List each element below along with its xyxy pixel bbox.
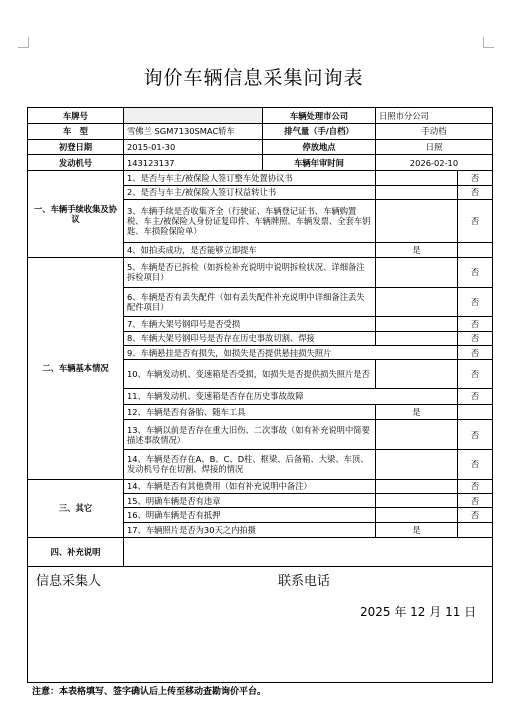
- supplement-row: [28, 537, 493, 567]
- question-5: 5、车辆是否已拆检（如拆检补充说明中说明拆检状况、详细备注拆检项目）: [124, 258, 376, 288]
- question-13: 13、车辆以前是否存在重大旧伤、二次事故（如有补充说明中简要描述事故情况）: [124, 420, 376, 450]
- question-7: 7、车辆大架号钢印号是否受损: [124, 317, 376, 331]
- question-15: 14、车辆是否有其他费用（如有补充说明中备注）: [124, 479, 376, 493]
- plate-label: 车牌号: [28, 108, 124, 124]
- question-row: [28, 258, 493, 288]
- handling-company-label: 车辆处理市公司: [263, 108, 376, 124]
- answer-no-13: 否: [458, 420, 493, 450]
- info-row-plate: [28, 108, 493, 124]
- inquiry-form-table: [27, 107, 493, 683]
- question-3: 3、车辆手续是否收集齐全（行驶证、车辆登记证书、车辆购置税、车主/被保险人身份证复印件、车辆牌照、车辆发票、全套车钥匙、车损险保险单）: [124, 199, 376, 242]
- first-reg-label: 初登日期: [28, 139, 124, 154]
- answer-no-15: 否: [458, 479, 493, 493]
- answer-yes-7: [376, 317, 458, 331]
- answer-yes-8: [376, 331, 458, 345]
- question-row: [28, 479, 493, 493]
- first-reg-value: 2015-01-30: [124, 139, 263, 154]
- info-row-engine: [28, 154, 493, 170]
- answer-no-12: [458, 405, 493, 420]
- section-other-label: 三、其它: [28, 479, 124, 537]
- question-row: [28, 171, 493, 185]
- answer-no-5: 否: [458, 258, 493, 288]
- answer-no-16: 否: [458, 493, 493, 507]
- crop-mark-right: [483, 37, 494, 48]
- crop-mark-left: [18, 37, 29, 48]
- plate-value: [124, 108, 263, 124]
- signature-date: 2025 年 12 月 11 日: [360, 605, 477, 620]
- answer-no-2: 否: [458, 185, 493, 199]
- question-6: 6、车辆是否有丢失配件（如有丢失配件补充说明中详细备注丢失配件项目）: [124, 287, 376, 317]
- parking-label: 停放地点: [263, 139, 376, 154]
- section-supplement-label: 四、补充说明: [28, 537, 124, 567]
- answer-no-9: 否: [458, 345, 493, 359]
- signature-area: [28, 567, 493, 683]
- parking-value: 日照: [376, 139, 493, 154]
- question-11: 11、车辆发动机、变速箱是否存在历史事故故障: [124, 388, 458, 404]
- answer-no-11: 否: [458, 388, 493, 404]
- answer-no-1: 否: [458, 171, 493, 185]
- answer-no-7: 否: [458, 317, 493, 331]
- model-label: 车 型: [28, 124, 124, 139]
- answer-yes-18: 是: [376, 522, 458, 537]
- answer-no-3: 否: [458, 199, 493, 242]
- footer-note: 注意：本表格填写、签字确认后上传至移动查勘询价平台。: [32, 687, 267, 697]
- question-8: 8、车辆大架号钢印号是否存在历史事故切割、焊接: [124, 331, 376, 345]
- question-18: 17、车辆照片是否为30天之内拍摄: [124, 522, 376, 537]
- answer-no-8: 否: [458, 331, 493, 345]
- question-1: 1、是否与车主/被保险人签订整车处置协议书: [124, 171, 376, 185]
- signature-row: [28, 567, 493, 683]
- answer-no-18: [458, 522, 493, 537]
- answer-no-14: 否: [458, 450, 493, 480]
- question-14: 14、车辆是否存在A、B、C、D柱、框梁、后备箱、大梁、车顶、发动机号存在切割、焊接的情况: [124, 450, 376, 480]
- engine-label: 发动机号: [28, 154, 124, 170]
- question-10: 10、车辆发动机、变速箱是否受损，如损失是否提供损失照片是否: [124, 360, 376, 389]
- question-12: 12、车辆是否有备胎、随车工具: [124, 405, 376, 420]
- answer-yes-17: [376, 508, 458, 522]
- phone-label: 联系电话: [278, 574, 331, 590]
- inspection-label: 车辆年审时间: [263, 154, 376, 170]
- answer-yes-13: [376, 420, 458, 450]
- answer-no-10: 否: [458, 360, 493, 389]
- model-value: 雪佛兰 SGM7130SMAC轿车: [124, 124, 263, 139]
- document-title: 询价车辆信息采集问询表: [143, 67, 364, 89]
- supplement-content: [124, 537, 493, 567]
- inspection-value: 2026-02-10: [376, 154, 493, 170]
- collector-label: 信息采集人: [36, 574, 102, 590]
- answer-no-17: 否: [458, 508, 493, 522]
- answer-no-6: 否: [458, 287, 493, 317]
- displacement-label: 排气量（手/自档）: [263, 124, 376, 139]
- answer-yes-12: 是: [376, 405, 458, 420]
- answer-yes-3: [376, 199, 458, 242]
- answer-yes-5: [376, 258, 458, 288]
- answer-yes-16: [376, 493, 458, 507]
- answer-yes-1: [376, 171, 458, 185]
- answer-no-4: [458, 242, 493, 257]
- section-procedures-label: 一、车辆手续收集及协议: [28, 171, 124, 258]
- question-16: 15、明确车辆是否有违章: [124, 493, 376, 507]
- answer-yes-6: [376, 287, 458, 317]
- answer-yes-10: [376, 360, 458, 389]
- handling-company-value: 日照市分公司: [376, 108, 493, 124]
- engine-value: 143123137: [124, 154, 263, 170]
- question-4: 4、如拍卖成功，是否能够立即提车: [124, 242, 376, 257]
- displacement-value: 手动档: [376, 124, 493, 139]
- info-row-model: [28, 124, 493, 139]
- question-2: 2、是否与车主/被保险人签订权益转让书: [124, 185, 376, 199]
- question-9: 9、车辆悬挂是否有损失，如损失是否提供悬挂损失照片: [124, 345, 458, 359]
- answer-yes-2: [376, 185, 458, 199]
- section-basic-label: 二、车辆基本情况: [28, 258, 124, 480]
- answer-yes-14: [376, 450, 458, 480]
- answer-yes-15: [376, 479, 458, 493]
- answer-yes-4: 是: [376, 242, 458, 257]
- info-row-first-reg: [28, 139, 493, 154]
- question-17: 16、明确车辆是否有抵押: [124, 508, 376, 522]
